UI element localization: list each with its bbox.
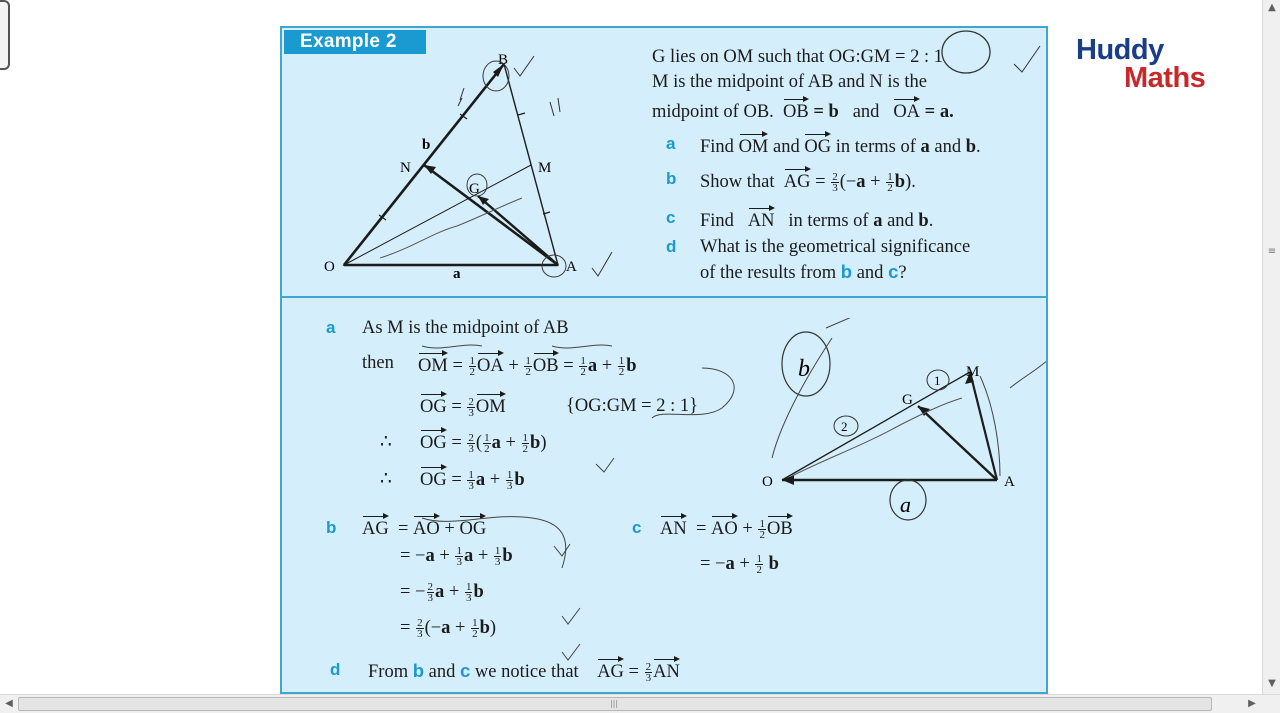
solution-c-eq2: = −a + $\frac{1}{2}$ b: [700, 553, 779, 577]
therefore-symbol-2: ∴: [380, 469, 392, 489]
point-a-label: A: [566, 259, 577, 275]
solution-a-line1: As M is the midpoint of AB: [362, 318, 569, 338]
solution-d-text: From b and c we notice that AG = $\frac{2}{3}$ AN: [368, 660, 680, 685]
small-point-m-label: M: [966, 364, 980, 380]
solution-b-label: b: [326, 518, 337, 537]
logo-maths-text: Maths: [1124, 62, 1206, 94]
small-point-a-label: A: [1004, 474, 1015, 490]
horizontal-scrollbar[interactable]: [0, 694, 1280, 713]
solution-b-eq3: = − $\frac{2}{3}$ a + $\frac{1}{3}$ b: [400, 581, 484, 605]
solution-c-eq1: AN = AO + $\frac{1}{2}$ OB: [660, 515, 793, 540]
ratio-two-label: 2: [841, 419, 848, 434]
question-intro-line1: G lies on OM such that OG:GM = 2 : 1: [652, 47, 944, 67]
solution-b-eq4: = $\frac{2}{3}$ (−a + $\frac{1}{2}$ b): [400, 617, 497, 641]
part-d-line2: of the results from b and c?: [700, 261, 907, 283]
point-m-label: M: [538, 160, 552, 176]
solution-a-eq4: OG = $\frac{1}{3}$ a + $\frac{1}{3}$ b: [420, 466, 525, 491]
small-point-g-label: G: [902, 392, 913, 408]
part-d-line1: What is the geometrical significance: [700, 237, 971, 257]
solution-d-label: d: [330, 660, 341, 679]
solution-a-label: a: [326, 318, 336, 337]
point-n-label: N: [400, 160, 411, 176]
handwritten-circle: [936, 28, 1048, 80]
textbook-page: [280, 26, 1048, 694]
handwritten-a: a: [900, 492, 911, 517]
handwritten-b: b: [798, 356, 810, 382]
point-g-label: G: [469, 181, 480, 197]
scroll-up-icon[interactable]: ▲: [1268, 2, 1276, 13]
solution-b-eq1: AG = AO + OG: [362, 515, 486, 540]
example-title: Example 2: [284, 30, 426, 54]
part-a-label: a: [666, 134, 676, 153]
part-c-label: c: [666, 208, 676, 227]
solution-b-eq2: = −a + $\frac{1}{3}$ a + $\frac{1}{3}$ b: [400, 545, 513, 569]
part-d-label: d: [666, 237, 677, 256]
solution-a-eq3: OG = $\frac{2}{3}$ ( $\frac{1}{2}$ a + $\frac{1}{2}$ b): [420, 429, 547, 454]
question-intro-line2: M is the midpoint of AB and N is the: [652, 72, 927, 92]
point-o-label: O: [324, 259, 335, 275]
part-a-text: Find OM and OG in terms of a and b.: [700, 133, 981, 158]
solution-a-then: then: [362, 353, 394, 373]
scroll-left-icon[interactable]: ◀: [5, 698, 13, 709]
solution-a-note: {OG:GM = 2 : 1}: [566, 396, 699, 416]
ratio-2-1: 2 : 1: [910, 47, 944, 67]
question-intro-line3: midpoint of OB. OB = b and OA = a.: [652, 98, 954, 123]
small-point-o-label: O: [762, 474, 773, 490]
solution-a-eq2: OG = $\frac{2}{3}$ OM: [420, 393, 506, 418]
scroll-grip-icon[interactable]: ≡: [1267, 246, 1277, 257]
part-c-text: Find AN in terms of a and b.: [700, 207, 933, 232]
scroll-thumb-grip-icon: |||: [609, 699, 619, 708]
side-b-label: b: [422, 137, 431, 153]
solution-a-eq1: OM = $\frac{1}{2}$ OA + $\frac{1}{2}$ OB = $\frac{1}{2}$ a + $\frac{1}{2}$ b: [418, 352, 637, 377]
triangle-small-diagram: [752, 318, 1048, 538]
vertical-scrollbar[interactable]: [1262, 0, 1280, 694]
horizontal-scroll-thumb[interactable]: [18, 697, 1212, 711]
ratio-one-label: 1: [934, 373, 941, 388]
point-b-label: B: [498, 52, 509, 68]
logo-huddy-text: Huddy: [1076, 34, 1164, 66]
part-b-text: Show that AG = $\frac{2}{3}$ (−a + $\frac{1}{2}$ b).: [700, 168, 916, 193]
triangle-diagram: [282, 28, 642, 296]
solution-c-label: c: [632, 518, 642, 537]
therefore-symbol-1: ∴: [380, 432, 392, 452]
side-a-label: a: [453, 266, 461, 282]
window-edge-tab: [0, 0, 10, 70]
scroll-down-icon[interactable]: ▼: [1268, 678, 1276, 689]
scroll-right-icon[interactable]: ▶: [1248, 698, 1256, 709]
part-b-label: b: [666, 169, 677, 188]
